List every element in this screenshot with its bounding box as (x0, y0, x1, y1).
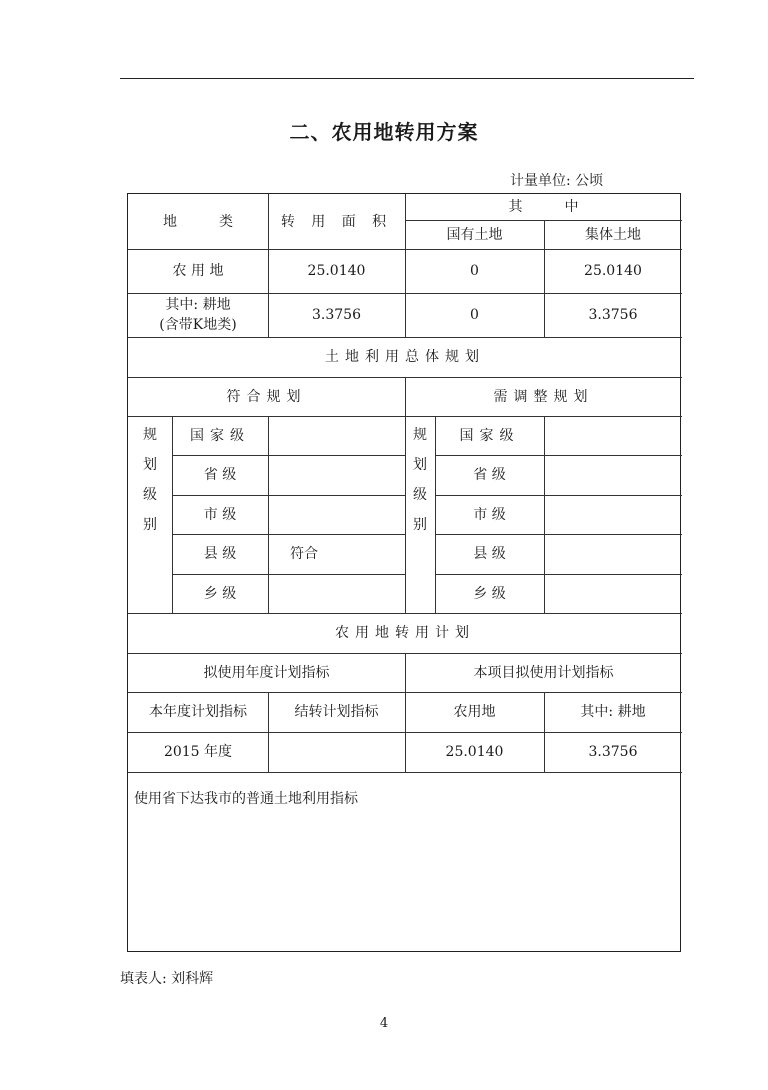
measurement-unit: 计量单位: 公顷 (510, 173, 604, 189)
page-number: 4 (379, 1016, 389, 1031)
adjust-level-county: 县 级 (473, 546, 506, 562)
conform-value-county: 符合 (290, 546, 318, 562)
level-char: 规 (413, 427, 427, 443)
row-cultivated-area: 3.3756 (312, 307, 361, 323)
header-collective-land: 集体土地 (585, 226, 641, 243)
conform-level-township: 乡 级 (203, 585, 237, 602)
header-land-type: 地 类 (163, 213, 233, 230)
conform-level-city: 市 级 (203, 506, 237, 523)
row-line (128, 772, 682, 773)
cultivated-quota-header: 其中: 耕地 (580, 704, 646, 720)
conform-value-township (268, 574, 405, 613)
land-conversion-table (127, 193, 681, 952)
adjust-plan-heading: 需调整规划 (493, 388, 594, 405)
adjust-level-city: 市 级 (473, 506, 506, 523)
remarks-text: 使用省下达我市的普通土地利用指标 (134, 791, 358, 807)
level-char: 划 (413, 457, 427, 473)
row-farmland-area: 25.0140 (307, 263, 366, 279)
conform-level-national: 国家级 (190, 427, 250, 444)
row-farmland-label: 农 用 地 (172, 263, 224, 279)
master-plan-heading: 土地利用总体规划 (325, 349, 485, 365)
header-of-which: 其 中 (508, 199, 579, 215)
conform-value-national (268, 416, 405, 455)
adjust-level-national: 国家级 (459, 427, 520, 444)
this-year-quota-header: 本年度计划指标 (149, 704, 247, 720)
conform-plan-heading: 符合规划 (226, 388, 307, 405)
cultivated-quota-value: 3.3756 (588, 744, 638, 760)
annual-quota-heading: 拟使用年度计划指标 (203, 664, 330, 681)
level-char: 划 (143, 457, 157, 473)
header-rule (120, 78, 694, 79)
farmland-quota-header: 农用地 (453, 704, 496, 720)
conform-value-city (268, 495, 405, 534)
adjust-level-township: 乡 级 (473, 585, 506, 602)
farmland-quota-value: 25.0140 (445, 744, 504, 760)
page-title: 二、农用地转用方案 (289, 120, 479, 144)
row-cultivated-state: 0 (470, 307, 479, 323)
adjust-level-provincial: 省 级 (473, 467, 506, 483)
conform-value-provincial (268, 455, 405, 495)
row-cultivated-collective: 3.3756 (588, 307, 638, 323)
conform-level-provincial: 省 级 (203, 467, 237, 483)
level-char: 规 (143, 427, 157, 443)
level-char: 级 (413, 487, 427, 503)
form-filler: 填表人: 刘科辉 (120, 971, 214, 987)
row-farmland-state: 0 (470, 263, 479, 279)
conform-level-county: 县 级 (203, 546, 237, 562)
conversion-plan-heading: 农用地转用计划 (335, 625, 475, 641)
this-year-quota-value: 2015 年度 (163, 744, 233, 760)
header-state-land: 国有土地 (446, 226, 503, 243)
col-line (544, 416, 545, 613)
adjust-level-label (405, 424, 435, 534)
carried-over-quota-value (268, 732, 405, 772)
conform-level-label (128, 424, 172, 534)
level-char: 级 (143, 487, 157, 503)
row-farmland-collective: 25.0140 (584, 263, 642, 279)
level-char: 别 (143, 517, 157, 533)
level-char: 别 (413, 517, 427, 533)
row-cultivated-label: 其中: 耕地 (含带K地类) (159, 297, 237, 333)
header-area: 转 用 面 积 (280, 213, 393, 230)
project-quota-heading: 本项目拟使用计划指标 (473, 664, 614, 681)
carried-over-quota-header: 结转计划指标 (294, 704, 379, 720)
